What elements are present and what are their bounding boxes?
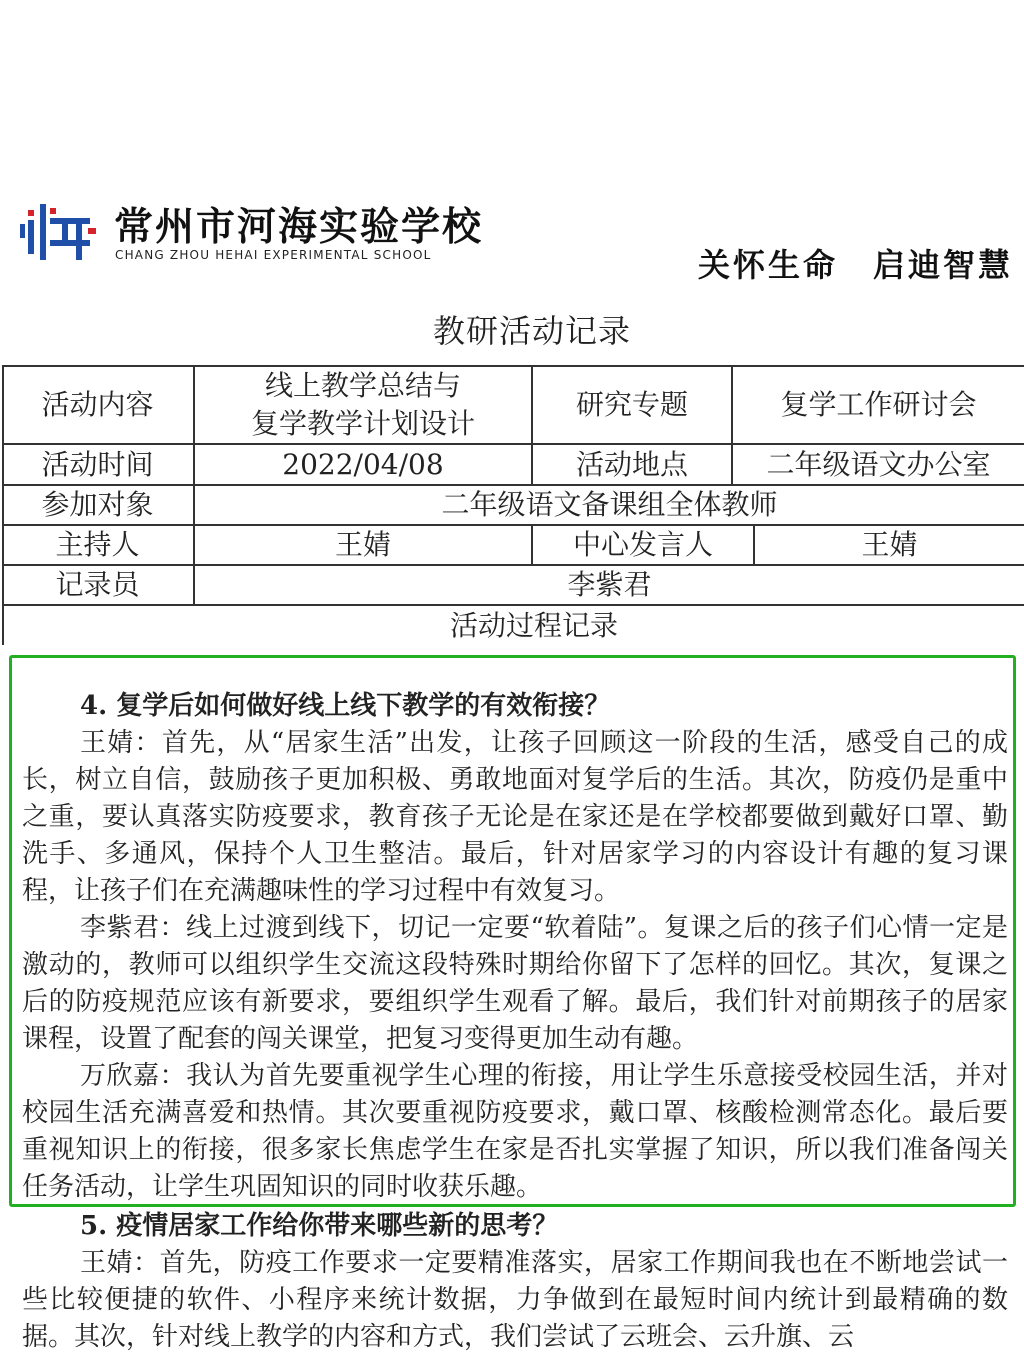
school-slogan: 关怀生命 启迪智慧 [698, 246, 1014, 284]
value-activity-content [195, 367, 531, 443]
q4-answer-lizijun: 李紫君：线上过渡到线下，切记一定要“软着陆”。复课之后的孩子们心情一定是激动的，教师可以组织学生交流这段特殊时期给你留下了怎样的回忆。其次，复课之后的防疫规范应该有新要求，要组织学生观看了解。最后，我们针对前期孩子的居家课程，设置了配套的闯关课堂，把复习变得更加生动有趣。 [22, 913, 1008, 1054]
label-participants: 参加对象 [41, 488, 154, 521]
school-emblem-icon [18, 200, 98, 264]
label-main-speaker: 中心发言人 [572, 528, 713, 561]
school-logo [18, 196, 484, 268]
q4-answer-wangjing: 王婧：首先，从“居家生活”出发，让孩子回顾这一阶段的生活，感受自己的成长，树立自信，鼓励孩子更加积极、勇敢地面对复学后的生活。其次，防疫仍是重中之重，要认真落实防疫要求，教育孩子无论是在家还是在学校都要做到戴好口罩、勤洗手、多通风，保持个人卫生整洁。最后，针对居家学习的内容设计有趣的复习课程，让孩子们在充满趣味性的学习过程中有效复习。 [22, 728, 1008, 906]
label-research-topic: 研究专题 [575, 388, 688, 421]
q4-heading: 4. 复学后如何做好线上线下教学的有效衔接？ [80, 691, 611, 721]
page-title: 教研活动记录 [432, 312, 631, 350]
q5-heading: 5. 疫情居家工作给你带来哪些新的思考？ [80, 1211, 559, 1241]
label-activity-location: 活动地点 [575, 447, 688, 481]
label-activity-time: 活动时间 [41, 447, 154, 481]
q4-answer-wanxinjia: 万欣嘉：我认为首先要重视学生心理的衔接，用让学生乐意接受校园生活，并对校园生活充满喜爱和热情。其次要重视防疫要求，戴口罩、核酸检测常态化。最后要重视知识上的衔接，很多家长焦虑学生在家是否扎实掌握了知识，所以我们准备闯关任务活动，让学生巩固知识的同时收获乐趣。 [22, 1061, 1008, 1202]
label-process-record: 活动过程记录 [449, 609, 618, 642]
value-activity-time: 2022/04/08 [282, 447, 444, 481]
value-participants: 二年级语文备课组全体教师 [441, 488, 778, 521]
activity-content-line2: 复学教学计划设计 [250, 407, 475, 440]
activity-content-line1: 线上教学总结与 [264, 369, 461, 402]
value-main-speaker: 王婧 [861, 528, 918, 561]
value-activity-location: 二年级语文办公室 [766, 447, 991, 481]
value-host: 王婧 [334, 528, 391, 561]
record-q5-section [22, 1208, 1008, 1356]
record-q4-section [22, 688, 1008, 1206]
value-recorder: 李紫君 [567, 568, 652, 601]
q5-answer-wangjing: 王婧：首先，防疫工作要求一定要精准落实，居家工作期间我也在不断地尝试一些比较便捷的软件、小程序来统计数据，力争做到在最短时间内统计到最精确的数据。其次，针对线上教学的内容和方式，我们尝试了云班会、云升旗、云 [22, 1248, 1008, 1352]
label-activity-content: 活动内容 [41, 388, 154, 421]
school-name-en: CHANG ZHOU HEHAI EXPERIMENTAL SCHOOL [115, 248, 432, 262]
label-recorder: 记录员 [55, 568, 140, 601]
school-name-cn: 常州市河海实验学校 [114, 204, 484, 250]
label-host: 主持人 [55, 528, 140, 561]
value-research-topic: 复学工作研讨会 [780, 388, 977, 421]
